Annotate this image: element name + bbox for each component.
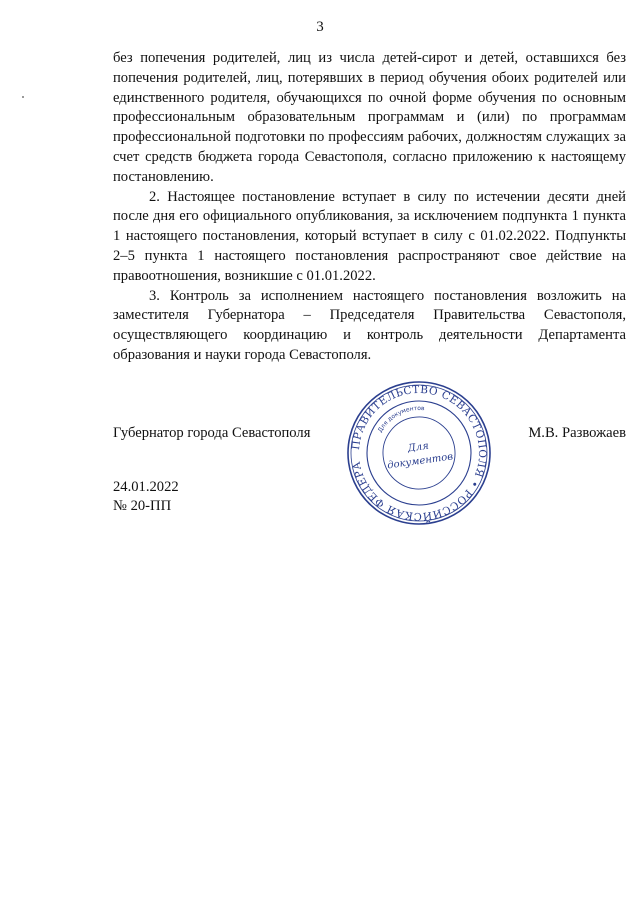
signer-position: Губернатор города Севастополя (113, 425, 311, 441)
seal-outer-text: ПРАВИТЕЛЬСТВО СЕВАСТОПОЛЯ • РОССИЙСКАЯ ФЕДЕРАЦИЯ (349, 383, 489, 523)
paragraph-3: 3. Контроль за исполнением настоящего постановления возложить на заместителя Губернатора – Председателя Правительства Севастополя, осуществляющего координацию и контроль деятельности Департамента образования и науки города Севастополя. (113, 287, 626, 363)
seal-center-line-1: Для (407, 440, 430, 455)
document-number: № 20-ПП (113, 498, 172, 514)
seal-inner-text: Для документов (376, 404, 425, 434)
document-body (113, 49, 626, 366)
paragraph-2: 2. Настоящее постановление вступает в силу по истечении десяти дней после дня его официального опубликования, за исключением подпункта 1 пункта 1 настоящего постановления, который вступает в силу с 01.02.2022. Подпункты 2–5 пункта 1 настоящего постановления распространяют свое действие на правоотношения, возникшие с 01.01.2022. (113, 188, 626, 284)
scan-speck (22, 96, 24, 98)
document-date: 24.01.2022 (113, 479, 179, 495)
signer-name: М.В. Развожаев (528, 425, 626, 441)
document-meta (113, 478, 179, 516)
paragraph-1: без попечения родителей, лиц из числа детей-сирот и детей, оставшихся без попечения родителей, лиц, потерявших в период обучения обоих родителей или единственного родителя, обучающихся по очной форме обучения по основным профессиональным образовательным программам и (или) по программам профессиональной подготовки по профессиям рабочих, должностям служащих за счет средств бюджета города Севастополя, согласно приложению к настоящему постановлению. (113, 50, 626, 185)
seal-center-line-2: документов (386, 451, 454, 472)
page-number: 3 (316, 19, 324, 35)
official-seal (344, 378, 494, 528)
